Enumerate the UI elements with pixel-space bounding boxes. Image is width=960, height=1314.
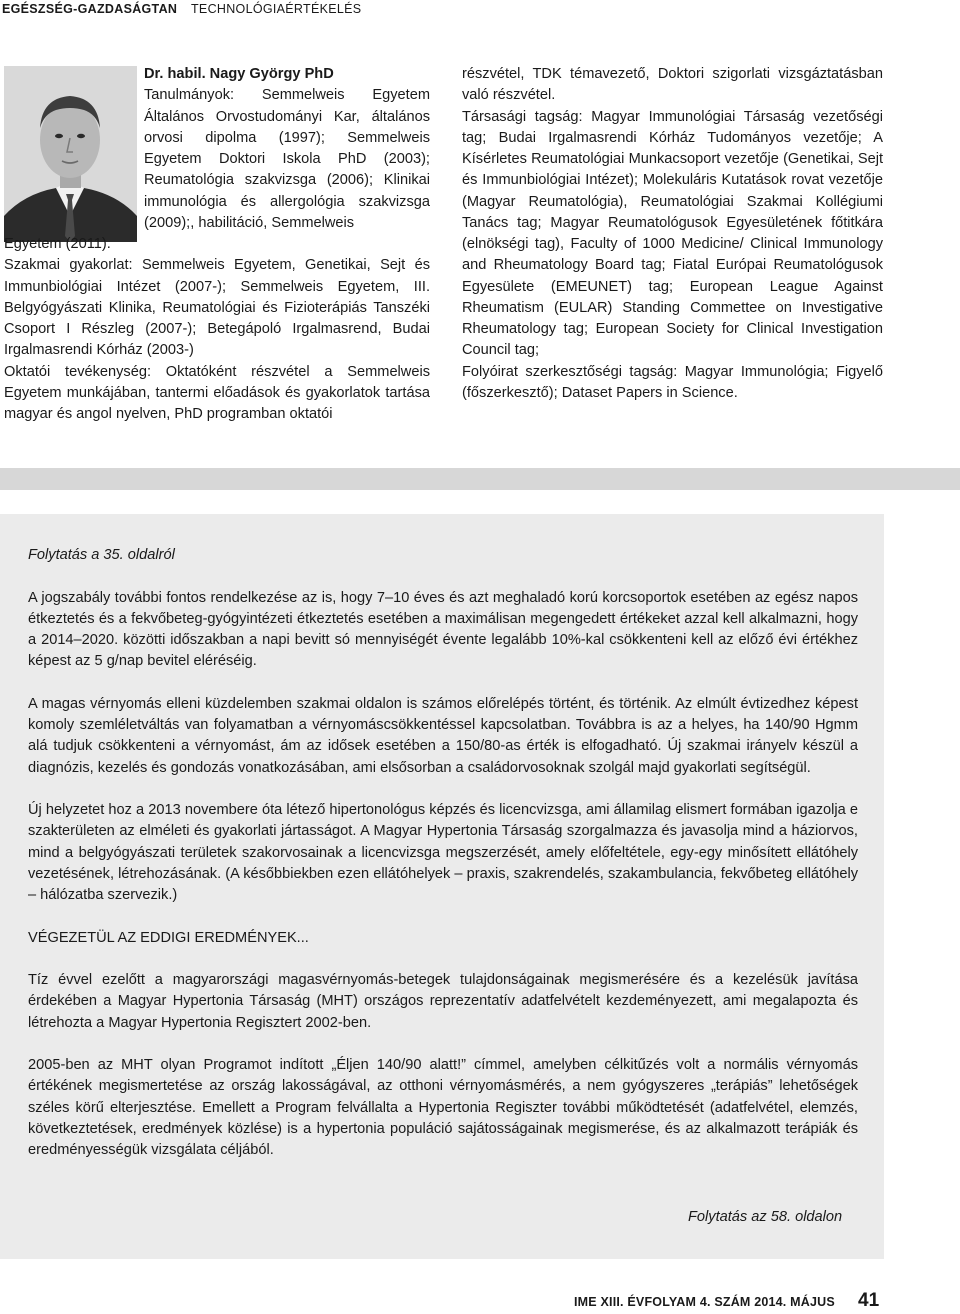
- article-box: [0, 514, 884, 1259]
- bio-editorial: Folyóirat szerkesztőségi tagság: Magyar Immunológia; Figyelő (főszerkesztő); Dataset Papers in Science.: [462, 363, 883, 401]
- bio-column-left: [4, 64, 430, 425]
- bio-teaching: Oktatói tevékenység: Oktatóként részvétel a Semmelweis Egyetem munkájában, tantermi előadások és gyakorlatok tartása magyar és angol nyelven, PhD programban oktatói: [4, 363, 430, 422]
- paragraph-2: A magas vérnyomás elleni küzdelemben szakmai oldalon is számos előrelépés történt, és történik. Az elmúlt évtizedhez képest komoly szemléletváltás van folyamatban a vérnyomáscsökkentéssel kapcsolatban. Továbbra is az a helyes, ha 140/90 Hgmm alá tudjuk csökkenteni a vérnyomást, ám az idősek esetében a 150/80-as érték is elfogadható. Új szakmai irányelv készül a diagnózis, kezelés és gondozás vonatkozásában, ami elsősorban a családorvosoknak szolgál majd gyakorlati segítségül.: [28, 695, 858, 776]
- bio-education-end: Egyetem (2011).: [4, 236, 111, 252]
- bio-education: Tanulmányok: Semmelweis Egyetem Általános Orvostudományi Kar, általános orvosi dipolma (1997); Semmelweis Egyetem Doktori Iskola PhD (2003); Reumatológia szakvizsga (2006); Klinikai immunológia és allergológia szakvizsga (2009);, habilitáció, Semmelweis: [144, 87, 430, 231]
- bio-practice: Szakmai gyakorlat: Semmelweis Egyetem, Genetikai, Sejt és Immunbiológiai Intézet (2007-); Semmelweis Egyetem, III. Belgyógyászati Klinika, Reumatológiai és Fizioterápiás Tanszéki Csoport I Részleg (2007-); Betegápoló Irgalmasrend, Budai Irgalmasrendi Kórház (2003-): [4, 257, 430, 359]
- section-label: EGÉSZSÉG-GAZDASÁGTAN: [2, 2, 178, 16]
- page-footer: [0, 1290, 960, 1314]
- bio-memberships: Társasági tagság: Magyar Immunológiai Társaság vezetőségi tag; Budai Irgalmasrendi Kórház Tudományos vezetője; A Kísérletes Reumatológiai Munkacsoport vezetője (Genetikai, Sejt és Immunbiológiai Intézet); Molekuláris Kutatások rovat vezetője (Magyar Reumatológia), Reumatológiai Szakmai Kollégiumi Tanács tag; Magyar Reumatológusok Egyesületének főtitkára (elnökségi tag), Faculty of 1000 Medicine/ Clinical Immunology and Rheumatology Board tag; Fiatal Európai Reumatológusok Egyesülete (EMEUNET) tag; European League Against Rheumatism (EULAR) Standing Commettee on Investigative Rheumatology tag; European Society for Clinical Investigation Council tag;: [462, 108, 883, 359]
- bio-column-right: [462, 64, 883, 404]
- section-divider: [0, 468, 960, 490]
- continued-from: Folytatás a 35. oldalról: [28, 547, 175, 563]
- issue-label: IME XIII. ÉVFOLYAM 4. SZÁM 2014. MÁJUS: [574, 1295, 835, 1309]
- paragraph-1: A jogszabály további fontos rendelkezése az is, hogy 7–10 éves és azt meghaladó korú korcsoportok esetében az egész napos étkeztetés és a fekvőbeteg-gyógyintézeti étkeztetés esetében a maximálisan megengedett értékeket azzal kell alkalmazni, hogy a 2014–2020. közötti időszakban a napi bevitt só mennyiségét évente legalább 10%-kal csökkenteni kell az előző évi értékhez képest az 5 g/nap bevitel eléréséig.: [28, 589, 858, 670]
- bio-teaching-cont: részvétel, TDK témavezető, Doktori szigorlati vizsgáztatásban való részvétel.: [462, 66, 883, 104]
- paragraph-5: 2005-ben az MHT olyan Programot indított „Éljen 140/90 alatt!” címmel, amelyben célkitűzés volt a normális vérnyomás értékének megismertetése az ország lakosságával, az otthoni vérnyomásmérés, a nem gyógyszeres „terápiás” lehetőségek széles körű elterjesztése. Emellett a Program felvállalta a Hypertonia Regiszter további működtetését (adatfelvétel, elemzés, következtetések, eredmények közlése) is a hypertonia populáció sajátosságainak megismerése, és az alkalmazott terápiák és eredményességük vizsgálata céljából.: [28, 1057, 858, 1158]
- bio-name: Dr. habil. Nagy György PhD: [144, 66, 334, 82]
- paragraph-3: Új helyzetet hoz a 2013 novembere óta létező hipertonológus képzés és licencvizsga, ami államilag elismert formában igazolja e szakterületen az elméleti és gyakorlati jártasságot. A Magyar Hypertonia Társaság szorgalmazza és javasolja mind a háziorvos, mind a belgyógyászati területek szakorvosainak a licencvizsga megszerzését, amely előfeltétele, egy-egy minősített ellátóhely vezetésének, létrehozásának. (A későbbiekben ezen ellátóhelyek – praxis, szakrendelés, szakambulancia, fekvőbeteg ellátóhely – hálózatba szervezik.): [28, 802, 858, 903]
- page-number: 41: [858, 1290, 880, 1311]
- category-label: TECHNOLÓGIAÉRTÉKELÉS: [191, 2, 362, 16]
- paragraph-4: Tíz évvel ezelőtt a magyarországi magasvérnyomás-betegek tulajdonságainak megismerésére és a kezelésük javítása érdekében a Magyar Hypertonia Társaság (MHT) országos reprezentatív adatfelvételt kezdeményezett, ami megalapozta és létrehozta a Magyar Hypertonia Regisztert 2002-ben.: [28, 972, 858, 1031]
- article-heading: VÉGEZETÜL AZ EDDIGI EREDMÉNYEK...: [28, 929, 309, 946]
- continued-to: Folytatás az 58. oldalon: [688, 1209, 843, 1225]
- page-header: [0, 0, 960, 22]
